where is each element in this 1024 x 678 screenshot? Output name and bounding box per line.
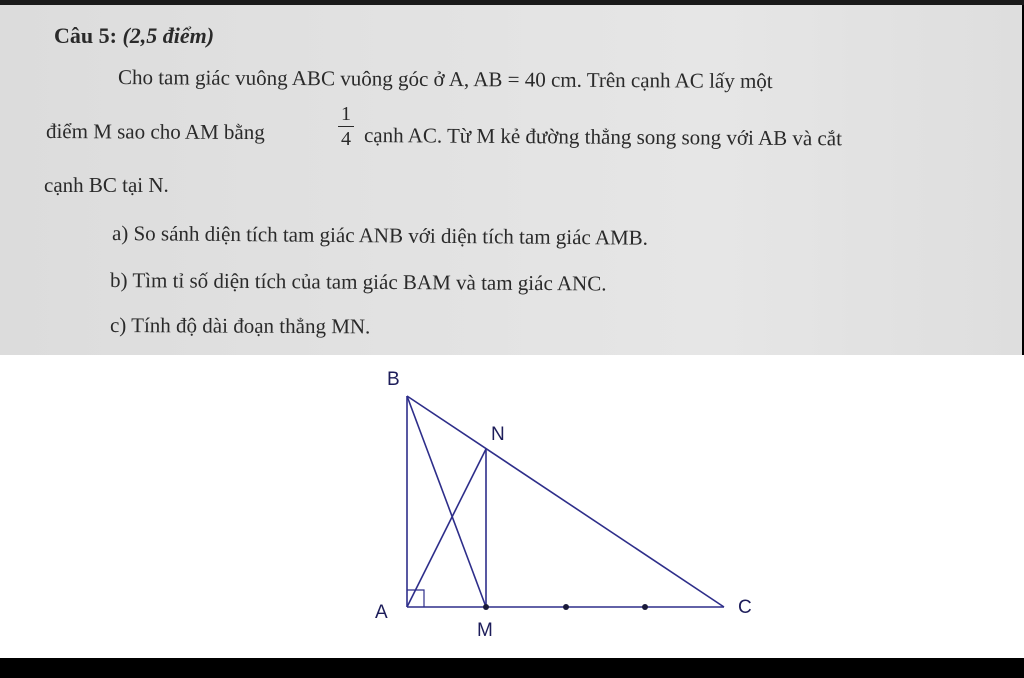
division-dot-2 (642, 604, 648, 610)
right-angle-mark (407, 590, 424, 607)
label-b: B (387, 369, 400, 390)
problem-points: (2,5 điểm) (122, 23, 215, 48)
label-n: N (491, 424, 505, 445)
label-c: C (738, 597, 752, 618)
triangle-diagram (0, 355, 1024, 658)
segment-bm (407, 396, 486, 607)
question-b: b) Tìm tỉ số diện tích của tam giác BAM và tam giác ANC. (109, 268, 607, 296)
figure-panel (0, 355, 1024, 658)
fraction-one-quarter (337, 102, 355, 151)
bottom-border (0, 658, 1024, 678)
intro-line-2-start: điểm M sao cho AM bằng (45, 119, 265, 145)
fraction-bar (338, 126, 354, 127)
intro-line-3: cạnh BC tại N. (44, 173, 169, 197)
segment-bc (407, 396, 724, 607)
problem-heading (54, 23, 214, 49)
fraction-numerator: 1 (341, 103, 351, 125)
label-a: A (375, 602, 388, 623)
question-c: c) Tính độ dài đoạn thẳng MN. (109, 313, 371, 339)
fraction-denominator: 4 (341, 128, 351, 150)
label-m: M (477, 620, 493, 641)
problem-sheet (0, 5, 1022, 355)
question-a: a) So sánh diện tích tam giác ANB với diện tích tam giác AMB. (111, 221, 649, 250)
intro-line-1: Cho tam giác vuông ABC vuông góc ở A, AB = 40 cm. Trên cạnh AC lấy một (117, 65, 773, 93)
point-m-dot (483, 604, 489, 610)
intro-line-2-end: cạnh AC. Từ M kẻ đường thẳng song song với AB và cắt (363, 123, 843, 151)
division-dot-1 (563, 604, 569, 610)
segment-an (407, 449, 486, 607)
problem-number: Câu 5: (54, 23, 117, 48)
